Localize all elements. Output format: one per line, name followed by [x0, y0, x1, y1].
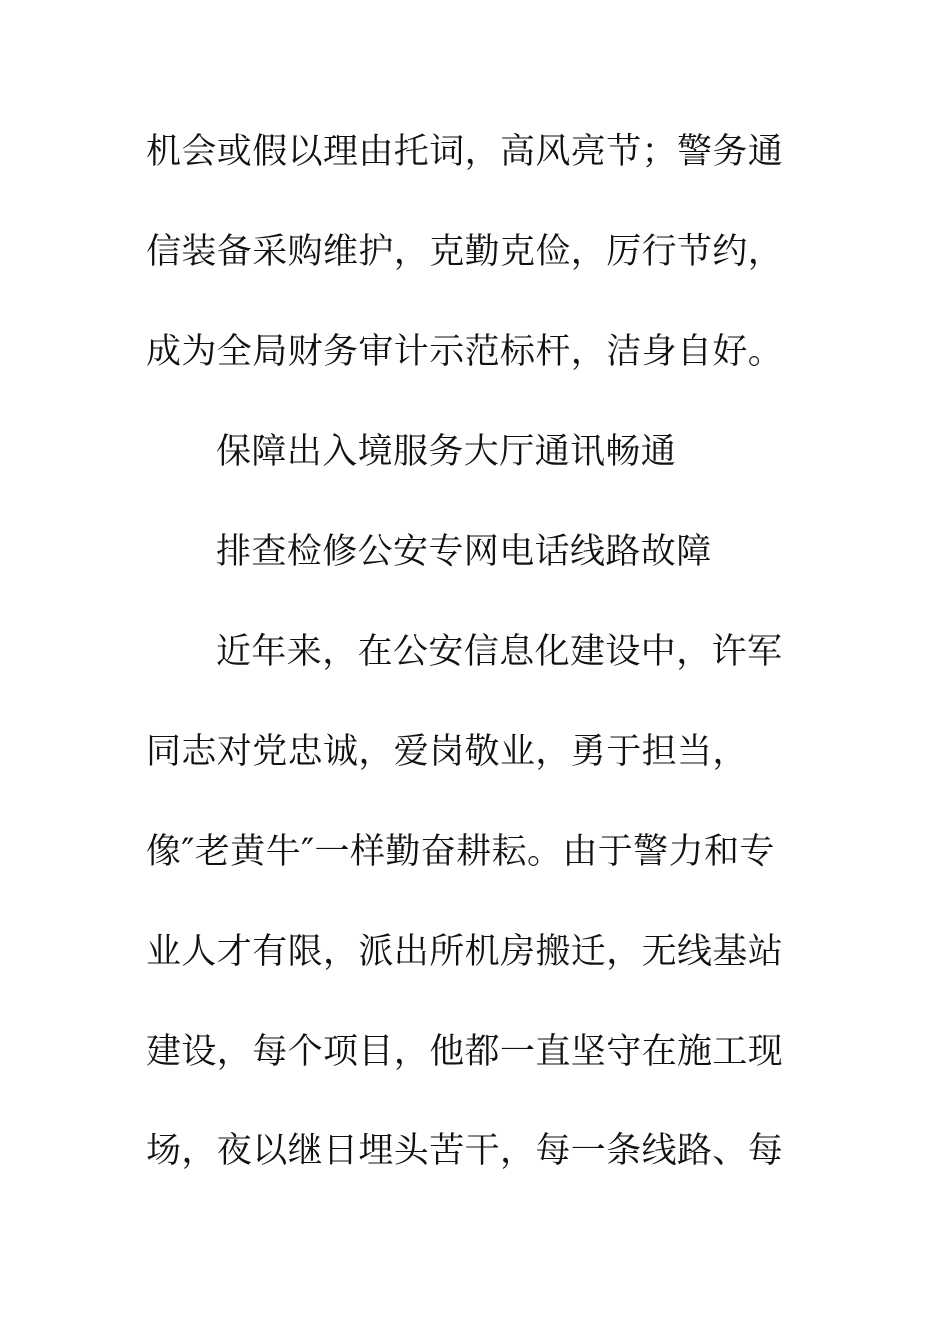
text-line: 成为全局财务审计示范标杆，洁身自好。 — [146, 332, 784, 372]
text-line: 业人才有限，派出所机房搬迁，无线基站 — [146, 932, 784, 972]
section-heading: 保障出入境服务大厅通讯畅通 — [216, 432, 677, 472]
section-subheading: 排查检修公安专网电话线路故障 — [216, 532, 712, 572]
text-line: 同志对党忠诚，爱岗敬业，勇于担当， — [146, 732, 748, 772]
text-line: 建设，每个项目，他都一直坚守在施工现 — [146, 1032, 784, 1072]
text-line: 近年来，在公安信息化建设中，许军 — [216, 632, 783, 672]
text-line: 信装备采购维护，克勤克俭，厉行节约， — [146, 232, 784, 272]
text-line: 场，夜以继日埋头苦干，每一条线路、每 — [146, 1131, 784, 1171]
text-line: 机会或假以理由托词，高风亮节；警务通 — [146, 132, 784, 172]
text-line: 像″老黄牛″一样勤奋耕耘。由于警力和专 — [146, 832, 775, 872]
